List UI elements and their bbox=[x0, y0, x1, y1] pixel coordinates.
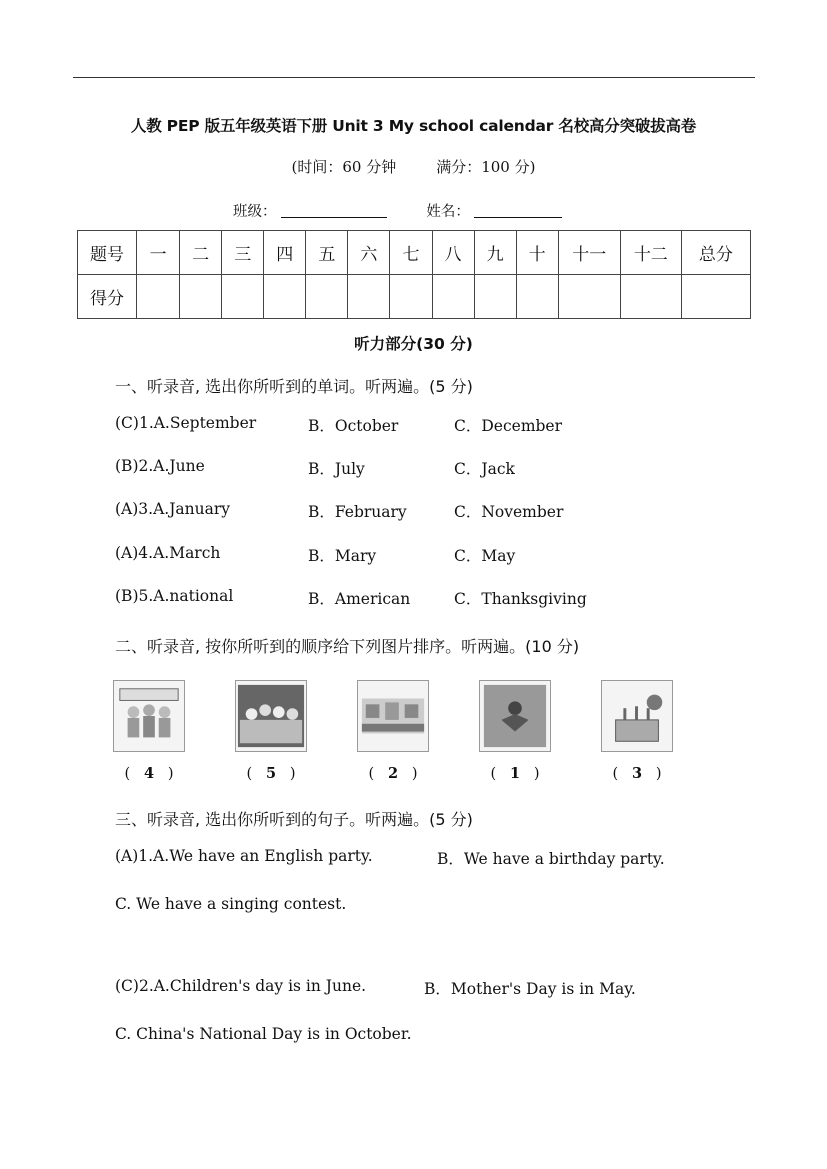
q5-option-a: (B)5.A.national bbox=[115, 587, 234, 605]
col-2: 二 bbox=[180, 231, 222, 275]
listening-section-header: 听力部分(30 分) bbox=[354, 335, 473, 353]
score-cell[interactable] bbox=[180, 275, 222, 319]
part1-question-1 bbox=[115, 414, 735, 436]
picture-4-answer: ( 1 ) bbox=[490, 765, 540, 782]
part1-instruction: 一、听录音, 选出你所听到的单词。听两遍。(5 分) bbox=[115, 377, 473, 396]
header-rule bbox=[73, 77, 755, 78]
picture-2-stage-performance bbox=[235, 680, 307, 752]
score-cell[interactable] bbox=[348, 275, 390, 319]
col-4: 四 bbox=[264, 231, 306, 275]
stage-crowd-icon bbox=[236, 681, 306, 751]
q4-option-b: B．Mary bbox=[308, 547, 377, 565]
col-7: 七 bbox=[390, 231, 432, 275]
people-banner-icon bbox=[114, 681, 184, 751]
part3-q2-option-c: C. China's National Day is in October. bbox=[115, 1025, 412, 1043]
col-11: 十一 bbox=[558, 231, 620, 275]
col-10: 十 bbox=[516, 231, 558, 275]
picture-5-birthday-cake bbox=[601, 680, 673, 752]
score-table bbox=[77, 230, 751, 319]
col-3: 三 bbox=[222, 231, 264, 275]
picture-5-answer: ( 3 ) bbox=[612, 765, 662, 782]
class-label: 班级： bbox=[233, 204, 277, 220]
q2-option-a: (B)2.A.June bbox=[115, 457, 205, 475]
question-number-label: 题号 bbox=[78, 231, 137, 275]
col-6: 六 bbox=[348, 231, 390, 275]
score-cell[interactable] bbox=[516, 275, 558, 319]
col-8: 八 bbox=[432, 231, 474, 275]
exam-info bbox=[0, 156, 827, 177]
q3-option-a: (A)3.A.January bbox=[115, 500, 231, 518]
q3-option-c: C．November bbox=[454, 503, 564, 521]
part3-q2-option-a: (C)2.A.Children's day is in June. bbox=[115, 977, 367, 995]
col-1: 一 bbox=[137, 231, 180, 275]
name-label: 姓名： bbox=[426, 204, 470, 220]
q2-option-c: C．Jack bbox=[454, 460, 515, 478]
score-cell[interactable] bbox=[137, 275, 180, 319]
col-12: 十二 bbox=[620, 231, 681, 275]
score-cell[interactable] bbox=[558, 275, 620, 319]
full-score: 满分：100 分) bbox=[436, 158, 536, 176]
score-cell[interactable] bbox=[620, 275, 681, 319]
col-total: 总分 bbox=[681, 231, 750, 275]
score-cell[interactable] bbox=[306, 275, 348, 319]
score-cell-total[interactable] bbox=[681, 275, 750, 319]
q4-option-c: C．May bbox=[454, 547, 516, 565]
score-cell[interactable] bbox=[390, 275, 432, 319]
part3-q1-option-a: (A)1.A.We have an English party. bbox=[115, 847, 373, 865]
part3-q1-option-c: C. We have a singing contest. bbox=[115, 895, 347, 913]
score-table-score-row bbox=[78, 275, 751, 319]
part3-instruction: 三、听录音, 选出你所听到的句子。听两遍。(5 分) bbox=[115, 810, 473, 829]
q3-option-b: B．February bbox=[308, 503, 407, 521]
name-blank[interactable] bbox=[474, 203, 562, 218]
q1-option-b: B．October bbox=[308, 417, 399, 435]
part1-question-5 bbox=[115, 587, 735, 609]
score-cell[interactable] bbox=[432, 275, 474, 319]
picture-4-sky-figure bbox=[479, 680, 551, 752]
part3-q2-option-b: B．Mother's Day is in May. bbox=[424, 980, 636, 998]
class-blank[interactable] bbox=[281, 203, 387, 218]
q2-option-b: B．July bbox=[308, 460, 365, 478]
score-cell[interactable] bbox=[474, 275, 516, 319]
picture-3-answer: ( 2 ) bbox=[368, 765, 418, 782]
picture-1-school-party bbox=[113, 680, 185, 752]
part2-instruction: 二、听录音, 按你所听到的顺序给下列图片排序。听两遍。(10 分) bbox=[115, 637, 580, 656]
score-table-header-row bbox=[78, 231, 751, 275]
q5-option-b: B．American bbox=[308, 590, 411, 608]
score-label: 得分 bbox=[78, 275, 137, 319]
col-5: 五 bbox=[306, 231, 348, 275]
q4-option-a: (A)4.A.March bbox=[115, 544, 221, 562]
col-9: 九 bbox=[474, 231, 516, 275]
score-cell[interactable] bbox=[222, 275, 264, 319]
q5-option-c: C．Thanksgiving bbox=[454, 590, 587, 608]
part3-q1-option-b: B．We have a birthday party. bbox=[437, 850, 665, 868]
q1-option-a: (C)1.A.September bbox=[115, 414, 257, 432]
picture-1-answer: ( 4 ) bbox=[124, 765, 174, 782]
picture-2-answer: ( 5 ) bbox=[246, 765, 296, 782]
picture-3-street-scene bbox=[357, 680, 429, 752]
part1-question-3 bbox=[115, 500, 735, 522]
q1-option-c: C．December bbox=[454, 417, 563, 435]
part1-question-2 bbox=[115, 457, 735, 479]
time-limit: (时间：60 分钟 bbox=[291, 158, 397, 176]
score-cell[interactable] bbox=[264, 275, 306, 319]
sky-figure-icon bbox=[480, 681, 550, 751]
street-scene-icon bbox=[358, 681, 428, 751]
part1-question-4 bbox=[115, 544, 735, 566]
page-title: 人教 PEP 版五年级英语下册 Unit 3 My school calendar 名校高分突破拔高卷 bbox=[130, 117, 697, 135]
birthday-cake-icon bbox=[602, 681, 672, 751]
student-info bbox=[233, 200, 562, 221]
